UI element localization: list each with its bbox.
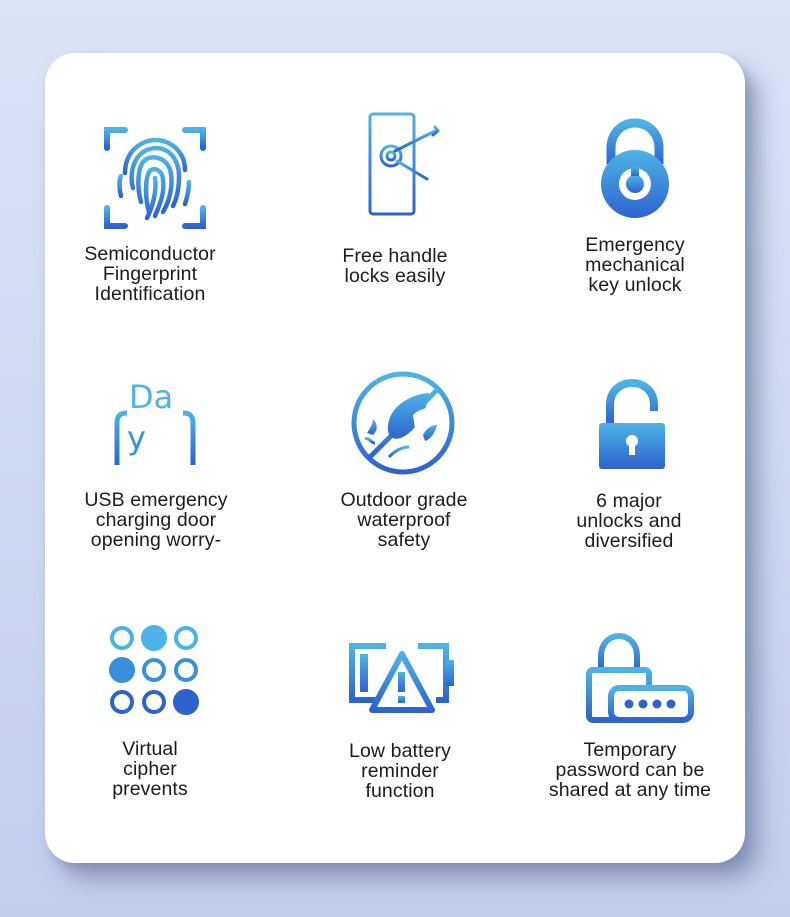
feature-label: Free handle locks easily	[342, 245, 448, 287]
feature-label: Outdoor grade waterproof safety	[340, 489, 468, 551]
fingerprint-icon	[95, 118, 215, 238]
usb-day-icon	[95, 363, 215, 483]
feature-six-unlocks	[514, 363, 744, 623]
door-handle-icon	[335, 111, 455, 231]
usb-day-text-bottom: y	[127, 419, 146, 457]
unlocked-padlock-icon	[572, 371, 692, 491]
feature-card	[45, 53, 745, 863]
feature-label: Low battery reminder function	[349, 740, 451, 802]
password-lock-icon	[577, 626, 697, 746]
feature-usb-emergency	[45, 363, 275, 623]
feature-free-handle	[280, 113, 510, 373]
feature-low-battery	[285, 618, 515, 878]
feature-label: Virtual cipher prevents	[112, 738, 188, 800]
feature-emergency-key	[520, 113, 750, 373]
feature-label: 6 major unlocks and diversified	[576, 490, 682, 552]
waterproof-icon	[343, 363, 463, 483]
keypad-icon	[95, 618, 215, 738]
feature-virtual-cipher	[45, 618, 275, 878]
feature-fingerprint	[45, 113, 275, 373]
feature-temporary-password	[515, 618, 745, 878]
padlock-icon	[575, 116, 695, 236]
feature-label: Temporary password can be shared at any time	[548, 739, 712, 801]
feature-waterproof	[293, 363, 523, 623]
feature-label: Emergency mechanical key unlock	[585, 234, 685, 296]
feature-label: USB emergency charging door opening worry-	[84, 489, 228, 551]
low-battery-icon	[340, 618, 460, 738]
feature-label: Semiconductor Fingerprint Identification	[84, 243, 216, 305]
usb-day-text-top: Da	[129, 378, 174, 416]
